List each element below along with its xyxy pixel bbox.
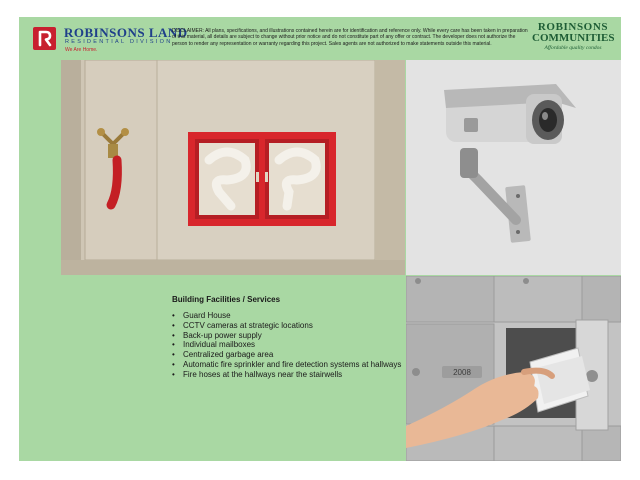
- brand-tagline: We Are Home.: [65, 47, 98, 53]
- robinsons-communities-logo: [532, 22, 614, 56]
- mailbox-number-label: 2008: [453, 368, 471, 377]
- facilities-title: Building Facilities / Services: [172, 295, 281, 304]
- list-item: • Individual mailboxes: [172, 340, 402, 350]
- brand-division: RESIDENTIAL DIVISION: [65, 39, 173, 45]
- facilities-section: [172, 295, 402, 380]
- cctv-camera-photo: [406, 60, 621, 275]
- partner-name-line1: ROBINSONS: [537, 21, 609, 33]
- partner-name-line2: COMMUNITIES: [532, 32, 615, 44]
- list-item: • Centralized garbage area: [172, 350, 402, 360]
- list-item: • Fire hoses at the hallways near the stairwells: [172, 370, 402, 380]
- brand-name: ROBINSONS LAND: [64, 25, 188, 40]
- list-item: • CCTV cameras at strategic locations: [172, 321, 402, 331]
- mailbox-photo: [406, 276, 621, 461]
- list-item: • Automatic fire sprinkler and fire detection systems at hallways: [172, 360, 402, 370]
- robinsons-land-logo-icon: [33, 27, 56, 50]
- facilities-list: [172, 311, 402, 380]
- fire-hose-cabinet-photo: [61, 60, 405, 275]
- list-item: • Back-up power supply: [172, 331, 402, 341]
- partner-tagline: Affordable quality condos: [544, 45, 602, 51]
- list-item: • Guard House: [172, 311, 402, 321]
- disclaimer-text: DISCLAIMER: All plans, specifications, and illustrations contained herein are for identification and reference only. While every care has been taken in preparation of this material, all details are subject to change without prior notice and do not constitute part of any offer or contract. The developer does not authorize the person to render any representation or warranty regarding this project. Sales agents are not authorized to make statements outside this material.: [172, 28, 528, 47]
